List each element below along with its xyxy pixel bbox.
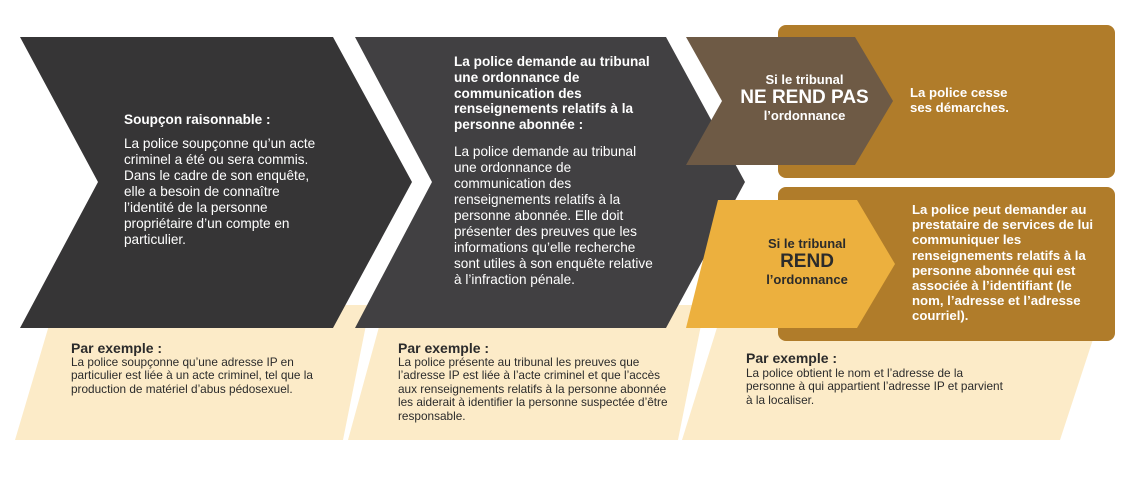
example3-title: Par exemple : bbox=[746, 350, 838, 366]
step2-title: La police demande au tribunal une ordonnance de communication des renseignements relatifs à la personne abonnée : bbox=[454, 54, 650, 133]
branch-no-main: NE REND PAS bbox=[740, 87, 869, 108]
branch-no-result: La police cesse ses démarches. bbox=[910, 85, 1009, 116]
example1-body: La police soupçonne qu’une adresse IP en particulier est liée à un acte criminel, tel que la production de matériel d’abus pédosexuel. bbox=[71, 355, 313, 396]
branch-no-post: l’ordonnance bbox=[763, 108, 846, 123]
branch-no-pre: Si le tribunal bbox=[765, 72, 844, 87]
example2-title: Par exemple : bbox=[398, 340, 490, 356]
example2-body: La police présente au tribunal les preuves que l’adresse IP est liée à l’acte criminel et que l’accès aux renseignements relatifs à la personne abonnée les aiderait à identifier la personne suspectée d’être responsable. bbox=[398, 355, 668, 423]
example1-title: Par exemple : bbox=[71, 340, 163, 356]
branch-no-label bbox=[722, 72, 887, 123]
branch-yes-post: l’ordonnance bbox=[766, 272, 848, 287]
branch-yes-result: La police peut demander au prestataire de services de lui communiquer les renseignements relatifs à la personne abonnée qui est associée à l’identifiant (le nom, l’adresse et l’adresse courriel). bbox=[912, 202, 1094, 324]
step2-body: La police demande au tribunal une ordonnance de communication des renseignements relatifs à la personne abonnée. Elle doit présenter des preuves que les informations qu’elle recherche sont utiles à son enquête relative à l’infraction pénale. bbox=[454, 144, 653, 287]
branch-yes-label bbox=[727, 236, 887, 287]
step1-body: La police soupçonne qu’un acte criminel a été ou sera commis. Dans le cadre de son enquête, elle a besoin de connaître l’identité de la personne propriétaire d’un compte en particulier. bbox=[124, 136, 316, 247]
step1-title: Soupçon raisonnable : bbox=[124, 112, 271, 127]
branch-yes-pre: Si le tribunal bbox=[767, 236, 846, 251]
branch-yes-main: REND bbox=[780, 251, 834, 272]
example3-body: La police obtient le nom et l’adresse de la personne à qui appartient l’adresse IP et parvient à la localiser. bbox=[746, 366, 1003, 407]
